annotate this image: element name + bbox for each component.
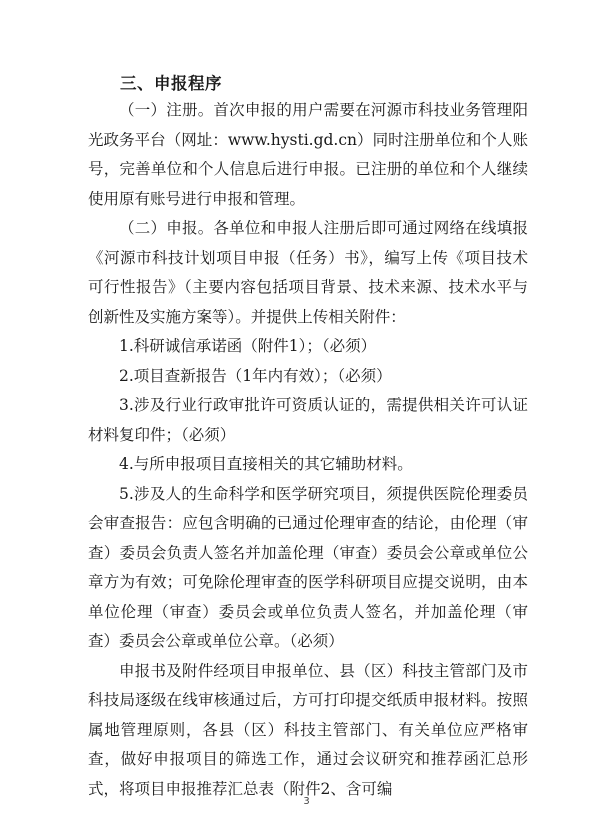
attachment-item-5: 5.涉及人的生命科学和医学研究项目，须提供医院伦理委员会审查报告：应包含明确的已通过伦理审查的结论，由伦理（审查）委员会负责人签名并加盖伦理（审查）委员会公章或单位公章方为有效；可免除伦理审查的医学科研项目应提交说明，由本单位伦理（审查）委员会或单位负责人签名，并加盖伦理（审查）委员会公章或单位公章。（必须） (88, 484, 528, 650)
paragraph-registration: （一）注册。首次申报的用户需要在河源市科技业务管理阳光政务平台（网址：www.hysti.gd.cn）同时注册单位和个人账号，完善单位和个人信息后进行申报。已注册的单位和个人继续使用原有账号进行申报和管理。 (88, 101, 528, 208)
attachment-item-3: 3.涉及行业行政审批许可资质认证的，需提供相关许可认证材料复印件；（必须） (88, 396, 528, 444)
section-heading: 三、申报程序 (120, 74, 222, 93)
attachment-item-2: 2.项目查新报告（1年内有效）；（必须） (119, 366, 392, 385)
paragraph-application: （二）申报。各单位和申报人注册后即可通过网络在线填报《河源市科技计划项目申报（任务）书》，编写上传《项目技术可行性报告》（主要内容包括项目背景、技术来源、技术水平与创新性及实施方案等）。并提供上传相关附件： (88, 219, 528, 326)
attachment-item-4: 4.与所申报项目直接相关的其它辅助材料。 (119, 455, 413, 473)
attachment-item-1: 1.科研诚信承诺函（附件1）；（必须） (119, 337, 377, 355)
page-number: 3 (303, 796, 310, 807)
section-body (88, 96, 528, 804)
paragraph-review: 申报书及附件经项目申报单位、县（区）科技主管部门及市科技局逐级在线审核通过后，方可打印提交纸质申报材料。按照属地管理原则，各县（区）科技主管部门、有关单位应严格审查，做好申报项目的筛选工作，通过会议研究和推荐函汇总形式，将项目申报推荐汇总表（附件2、含可编 (88, 661, 528, 798)
